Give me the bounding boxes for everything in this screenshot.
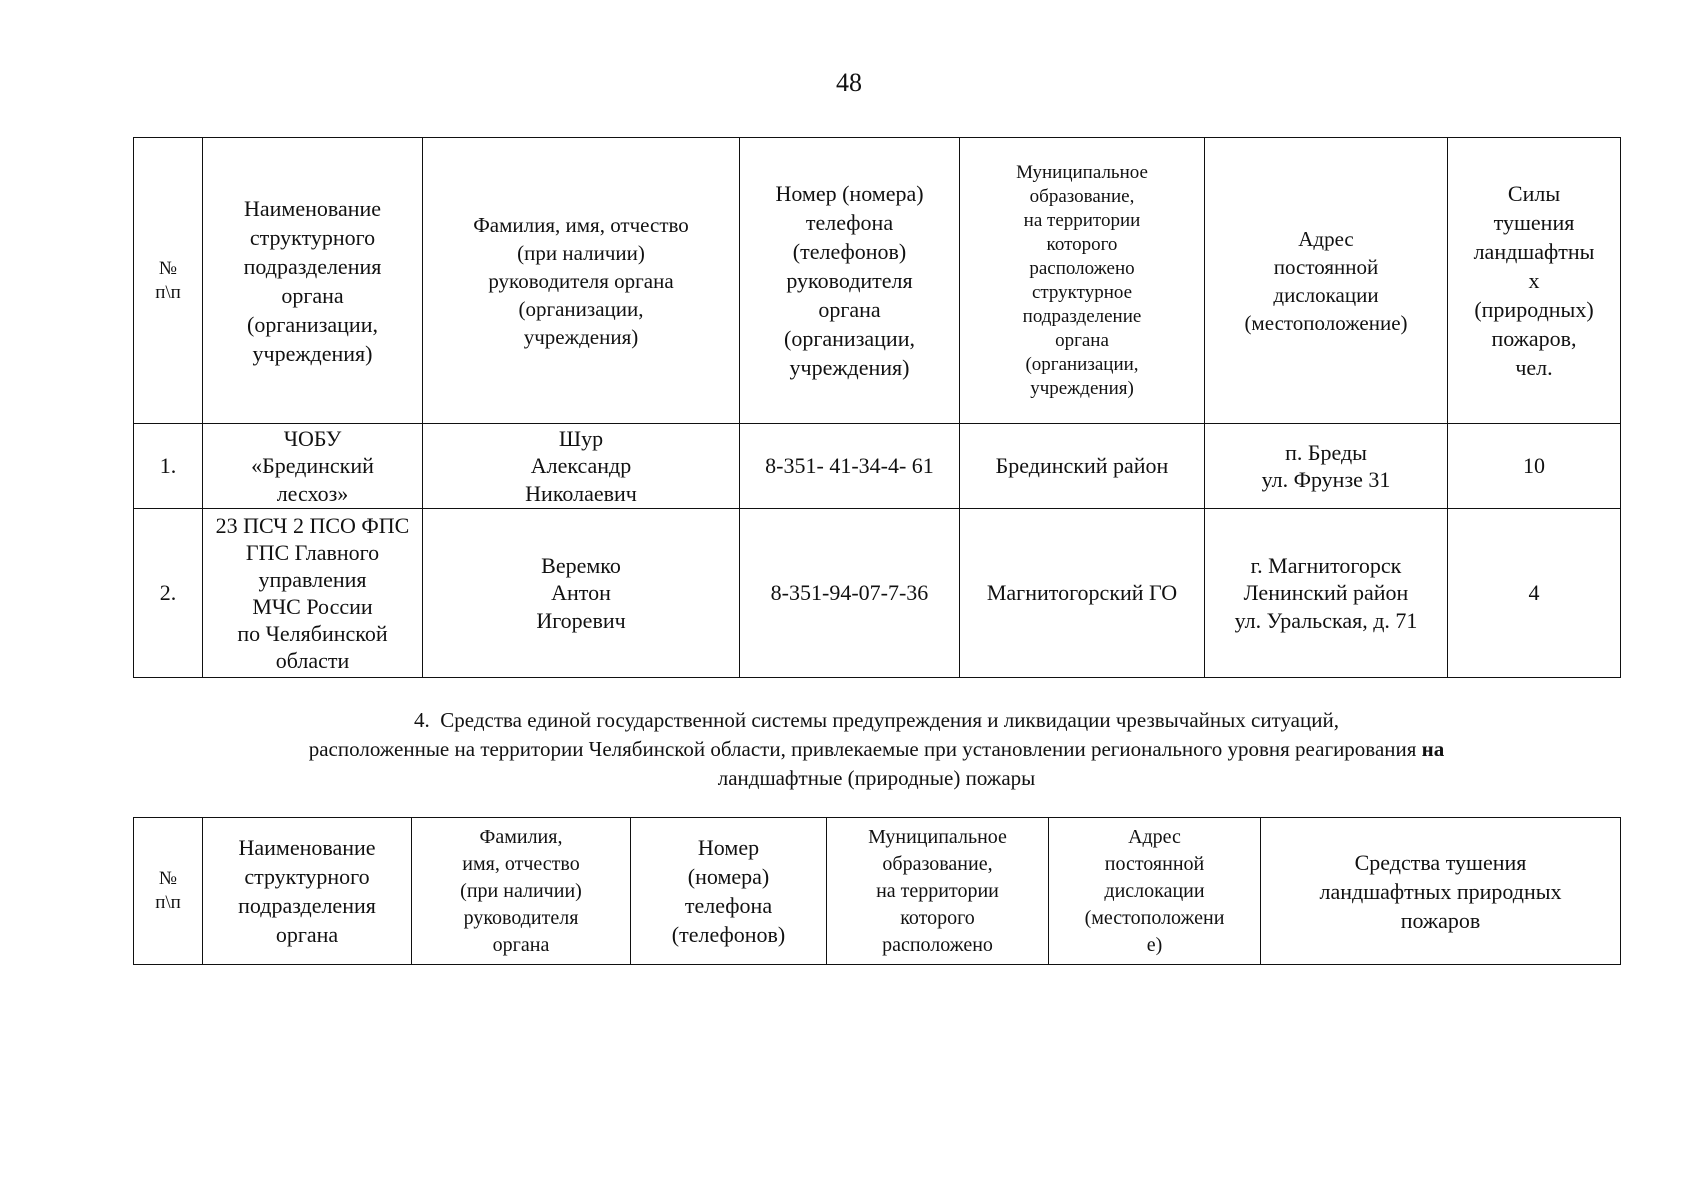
header-municipality: Муниципальное образование, на территории которого расположено [827, 818, 1049, 965]
header-municipality: Муниципальное образование, на территории которого расположено структурное подразделение органа (организации, учреждения) [960, 138, 1205, 424]
table-row [134, 424, 1621, 509]
section-heading-line-2 [133, 735, 1620, 764]
phone-number: 8-351- 41-34-4- 61 [740, 424, 960, 509]
forces-count: 10 [1448, 424, 1621, 509]
means-table [133, 817, 1621, 965]
forces-count: 4 [1448, 509, 1621, 678]
header-phone: Номер (номера) телефона (телефонов) [631, 818, 827, 965]
row-number: 2. [134, 509, 203, 678]
phone-number: 8-351-94-07-7-36 [740, 509, 960, 678]
header-means: Средства тушения ландшафтных природных пожаров [1261, 818, 1621, 965]
row-number: 1. [134, 424, 203, 509]
section-title-line-2: расположенные на территории Челябинской области, привлекаемые при установлении регионального уровня реагирования [308, 737, 1417, 761]
header-address: Адрес постоянной дислокации (местоположение) [1205, 138, 1448, 424]
header-head-name: Фамилия, имя, отчество (при наличии) руководителя органа [412, 818, 631, 965]
address: п. Бреды ул. Фрунзе 31 [1205, 424, 1448, 509]
unit-name: ЧОБУ «Брединский лесхоз» [203, 424, 423, 509]
section-title-bold-word: на [1421, 737, 1445, 761]
table-row [134, 509, 1621, 678]
municipality: Брединский район [960, 424, 1205, 509]
table-header-row [134, 138, 1621, 424]
header-head-name: Фамилия, имя, отчество (при наличии) руководителя органа (организации, учреждения) [423, 138, 740, 424]
header-number: № п\п [134, 818, 203, 965]
forces-table [133, 137, 1621, 678]
section-title-line-1: Средства единой государственной системы предупреждения и ликвидации чрезвычайных ситуаций, [440, 708, 1339, 732]
header-unit-name: Наименование структурного подразделения органа (организации, учреждения) [203, 138, 423, 424]
section-title-line-3: ландшафтные (природные) пожары [717, 766, 1036, 790]
head-name: Шур Александр Николаевич [423, 424, 740, 509]
section-number: 4. [414, 708, 430, 732]
table-header-row [134, 818, 1621, 965]
municipality: Магнитогорский ГО [960, 509, 1205, 678]
section-heading-line-1 [133, 706, 1620, 735]
unit-name: 23 ПСЧ 2 ПСО ФПС ГПС Главного управления МЧС России по Челябинской области [203, 509, 423, 678]
header-unit-name: Наименование структурного подразделения органа [203, 818, 412, 965]
header-address: Адрес постоянной дислокации (местоположени е) [1049, 818, 1261, 965]
header-number: № п\п [134, 138, 203, 424]
section-heading [133, 706, 1620, 793]
head-name: Веремко Антон Игоревич [423, 509, 740, 678]
header-forces: Силы тушения ландшафтны х (природных) пожаров, чел. [1448, 138, 1621, 424]
address: г. Магнитогорск Ленинский район ул. Уральская, д. 71 [1205, 509, 1448, 678]
page-number: 48 [836, 68, 862, 97]
header-phone: Номер (номера) телефона (телефонов) руководителя органа (организации, учреждения) [740, 138, 960, 424]
